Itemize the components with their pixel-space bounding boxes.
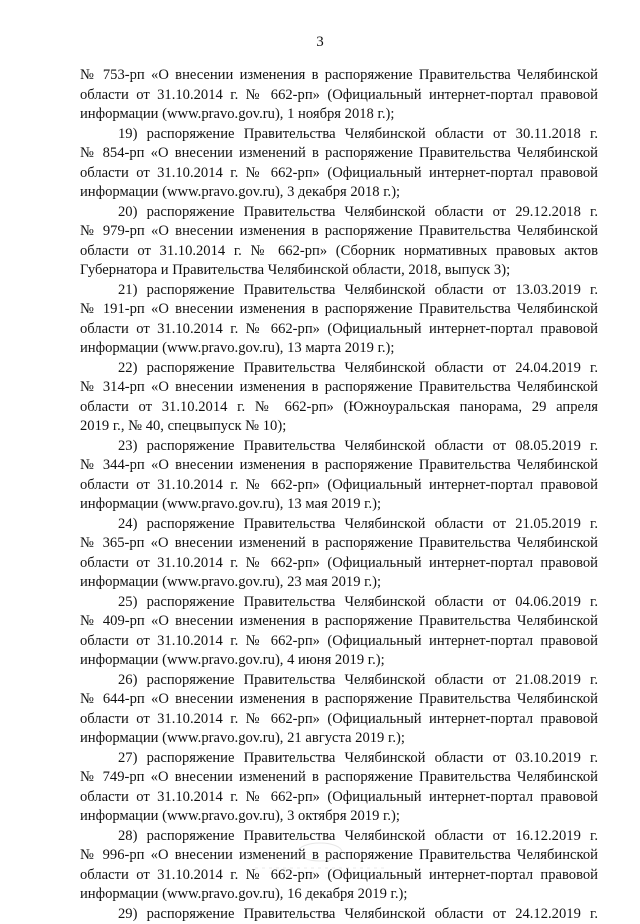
text-line: 22) распоряжение Правительства Челябинской области от 24.04.2019 г.	[80, 359, 598, 379]
text-line: 20) распоряжение Правительства Челябинской области от 29.12.2018 г.	[80, 203, 598, 223]
text-line: № 979-рп «О внесении изменения в распоряжение Правительства Челябинской	[80, 222, 598, 242]
text-line: информации (www.pravo.gov.ru), 16 декабря 2019 г.);	[80, 885, 598, 905]
text-line: Губернатора и Правительства Челябинской области, 2018, выпуск 3);	[80, 261, 598, 281]
text-line: 21) распоряжение Правительства Челябинской области от 13.03.2019 г.	[80, 281, 598, 301]
text-line: № 191-рп «О внесении изменения в распоряжение Правительства Челябинской	[80, 300, 598, 320]
text-line: № 365-рп «О внесении изменений в распоряжение Правительства Челябинской	[80, 534, 598, 554]
text-line: информации (www.pravo.gov.ru), 21 августа 2019 г.);	[80, 729, 598, 749]
text-line: информации (www.pravo.gov.ru), 4 июня 2019 г.);	[80, 651, 598, 671]
text-line: № 344-рп «О внесении изменения в распоряжение Правительства Челябинской	[80, 456, 598, 476]
text-line: № 996-рп «О внесении изменений в распоряжение Правительства Челябинской	[80, 846, 598, 866]
text-line: № 753-рп «О внесении изменения в распоряжение Правительства Челябинской	[80, 66, 598, 86]
text-line: 25) распоряжение Правительства Челябинской области от 04.06.2019 г.	[80, 593, 598, 613]
text-line: 29) распоряжение Правительства Челябинской области от 24.12.2019 г.	[80, 905, 598, 924]
text-line: информации (www.pravo.gov.ru), 1 ноября 2018 г.);	[80, 105, 598, 125]
text-line: 24) распоряжение Правительства Челябинской области от 21.05.2019 г.	[80, 515, 598, 535]
text-line: 23) распоряжение Правительства Челябинской области от 08.05.2019 г.	[80, 437, 598, 457]
text-line: области от 31.10.2014 г. № 662-рп» (Официальный интернет-портал правовой	[80, 476, 598, 496]
text-line: информации (www.pravo.gov.ru), 23 мая 2019 г.);	[80, 573, 598, 593]
text-line: № 314-рп «О внесении изменения в распоряжение Правительства Челябинской	[80, 378, 598, 398]
document-body	[80, 66, 598, 924]
text-line: области от 31.10.2014 г. № 662-рп» (Южноуральская панорама, 29 апреля	[80, 398, 598, 418]
text-line: области от 31.10.2014 г. № 662-рп» (Официальный интернет-портал правовой	[80, 866, 598, 886]
text-line: области от 31.10.2014 г. № 662-рп» (Официальный интернет-портал правовой	[80, 710, 598, 730]
text-line: 28) распоряжение Правительства Челябинской области от 16.12.2019 г.	[80, 827, 598, 847]
text-line: информации (www.pravo.gov.ru), 3 октября 2019 г.);	[80, 807, 598, 827]
text-line: области от 31.10.2014 г. № 662-рп» (Официальный интернет-портал правовой	[80, 554, 598, 574]
text-line: № 854-рп «О внесении изменений в распоряжение Правительства Челябинской	[80, 144, 598, 164]
text-line: информации (www.pravo.gov.ru), 3 декабря 2018 г.);	[80, 183, 598, 203]
text-line: области от 31.10.2014 г. № 662-рп» (Официальный интернет-портал правовой	[80, 788, 598, 808]
text-line: области от 31.10.2014 г. № 662-рп» (Сборник нормативных правовых актов	[80, 242, 598, 262]
page-number: 3	[0, 33, 640, 51]
text-line: 27) распоряжение Правительства Челябинской области от 03.10.2019 г.	[80, 749, 598, 769]
text-line: информации (www.pravo.gov.ru), 13 марта 2019 г.);	[80, 339, 598, 359]
text-line: 26) распоряжение Правительства Челябинской области от 21.08.2019 г.	[80, 671, 598, 691]
text-line: 19) распоряжение Правительства Челябинской области от 30.11.2018 г.	[80, 125, 598, 145]
text-line: № 749-рп «О внесении изменений в распоряжение Правительства Челябинской	[80, 768, 598, 788]
text-line: 2019 г., № 40, спецвыпуск № 10);	[80, 417, 598, 437]
text-line: области от 31.10.2014 г. № 662-рп» (Официальный интернет-портал правовой	[80, 86, 598, 106]
text-line: информации (www.pravo.gov.ru), 13 мая 2019 г.);	[80, 495, 598, 515]
text-line: № 644-рп «О внесении изменения в распоряжение Правительства Челябинской	[80, 690, 598, 710]
text-line: № 409-рп «О внесении изменения в распоряжение Правительства Челябинской	[80, 612, 598, 632]
text-line: области от 31.10.2014 г. № 662-рп» (Официальный интернет-портал правовой	[80, 164, 598, 184]
faint-stamp-mark	[245, 838, 395, 878]
text-line: области от 31.10.2014 г. № 662-рп» (Официальный интернет-портал правовой	[80, 320, 598, 340]
text-line: области от 31.10.2014 г. № 662-рп» (Официальный интернет-портал правовой	[80, 632, 598, 652]
